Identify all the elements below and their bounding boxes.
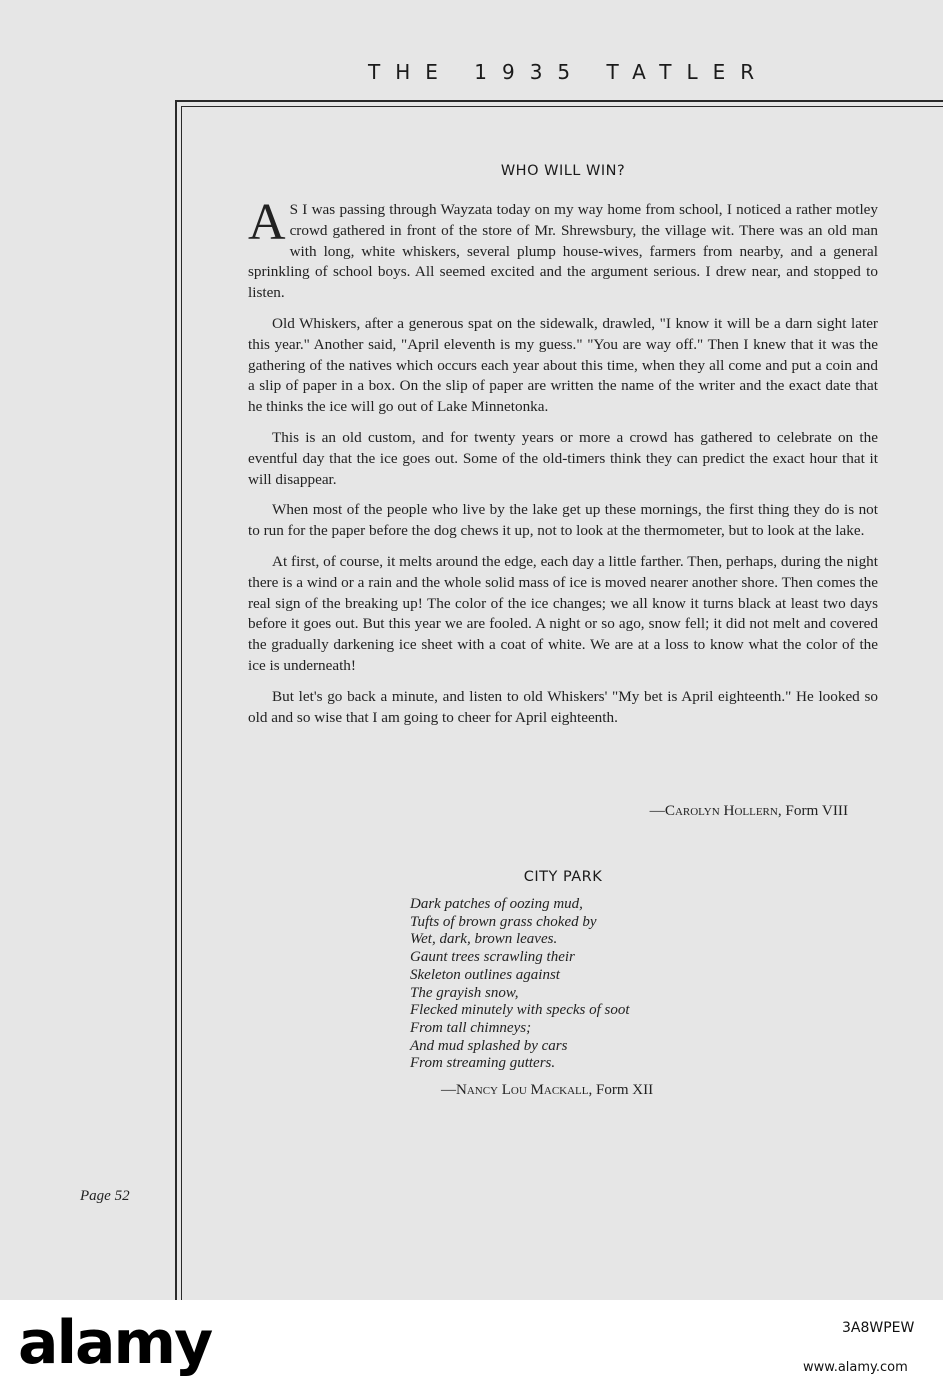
poem-line: The grayish snow, bbox=[410, 984, 519, 1001]
poem-body bbox=[410, 896, 630, 1073]
poem-byline bbox=[441, 1082, 653, 1099]
poem-line: Tufts of brown grass choked by bbox=[410, 913, 597, 930]
drop-cap: A bbox=[248, 194, 286, 251]
poem-author: Nancy Lou Mackall bbox=[456, 1082, 589, 1098]
poem-title: CITY PARK bbox=[523, 869, 603, 885]
poem-line: Skeleton outlines against bbox=[410, 966, 560, 983]
essay-body bbox=[248, 194, 878, 738]
essay-author: Carolyn Hollern bbox=[664, 802, 778, 819]
poem-line: Dark patches of oozing mud, bbox=[410, 896, 583, 912]
stock-url[interactable]: www.alamy.com bbox=[803, 1360, 908, 1375]
poem-author-form: , Form XII bbox=[588, 1082, 654, 1098]
poem-line: From tall chimneys; bbox=[410, 1019, 532, 1036]
essay-paragraph: At first, of course, it melts around the edge, each day a little farther. Then, perhaps, during the night there is a wind or a rain and the whole solid mass of ice is moved nearer another shore. Then comes the real sign of the breaking up! The color of the ice changes; we all know it turns black at least two days before it goes out. But this year we are fooled. A night or so ago, snow fell; it did not melt and covered the gradually darkening ice sheet with a coat of white. We are at a loss to know what the color of the ice is underneath! bbox=[248, 552, 878, 674]
masthead: THE 1935 TATLER bbox=[368, 60, 770, 84]
essay-author-form: , Form VIII bbox=[777, 802, 848, 819]
poem-line: And mud splashed by cars bbox=[410, 1037, 568, 1054]
essay-paragraph bbox=[248, 194, 878, 304]
poem-line: Wet, dark, brown leaves. bbox=[410, 931, 558, 948]
poem-line: Flecked minutely with specks of soot bbox=[410, 1002, 630, 1019]
poem-line: Gaunt trees scrawling their bbox=[410, 949, 575, 966]
stock-footer bbox=[0, 1300, 943, 1390]
image-id: 3A8WPEW bbox=[842, 1320, 915, 1336]
essay-paragraph: But let's go back a minute, and listen to old Whiskers' "My bet is April eighteenth." He looked so old and so wise that I am going to cheer for April eighteenth. bbox=[248, 687, 878, 726]
byline-dash: — bbox=[441, 1082, 456, 1098]
poem-line: From streaming gutters. bbox=[410, 1055, 556, 1072]
essay-byline bbox=[248, 802, 848, 820]
byline-dash: — bbox=[649, 802, 665, 819]
essay-paragraph: Old Whiskers, after a generous spat on the sidewalk, drawled, "I know it will be a darn sight later this year." Another said, "April eleventh is my guess." "You are way off." Then I knew that it was the gathering of the natives which occurs each year about this time, when they all come and put a coin and a slip of paper in a box. On the slip of paper are written the name of the writer and the exact date that he thinks the ice will go out of Lake Minnetonka. bbox=[248, 314, 878, 416]
essay-paragraph: This is an old custom, and for twenty years or more a crowd has gathered to celebrate on the eventful day that the ice goes out. Some of the old-timers think they can predict the exact hour that it will disappear. bbox=[248, 428, 878, 488]
essay-title: WHO WILL WIN? bbox=[500, 163, 626, 179]
essay-paragraph-text: S I was passing through Wayzata today on my way home from school, I noticed a rather motley crowd gathered in front of the store of Mr. Shrewsbury, the village wit. There was an old man with long, white whiskers, several plump house-wives, farmers from nearby, and a general sprinkling of school boys. All seemed excited and the argument serious. I drew near, and stopped to listen. bbox=[248, 201, 878, 302]
alamy-logo: alamy bbox=[18, 1308, 212, 1378]
page-number: Page 52 bbox=[80, 1188, 130, 1204]
essay-paragraph: When most of the people who live by the lake get up these mornings, the first thing they do is not to run for the paper before the dog chews it up, not to look at the thermometer, but to look at the lake. bbox=[248, 501, 878, 540]
